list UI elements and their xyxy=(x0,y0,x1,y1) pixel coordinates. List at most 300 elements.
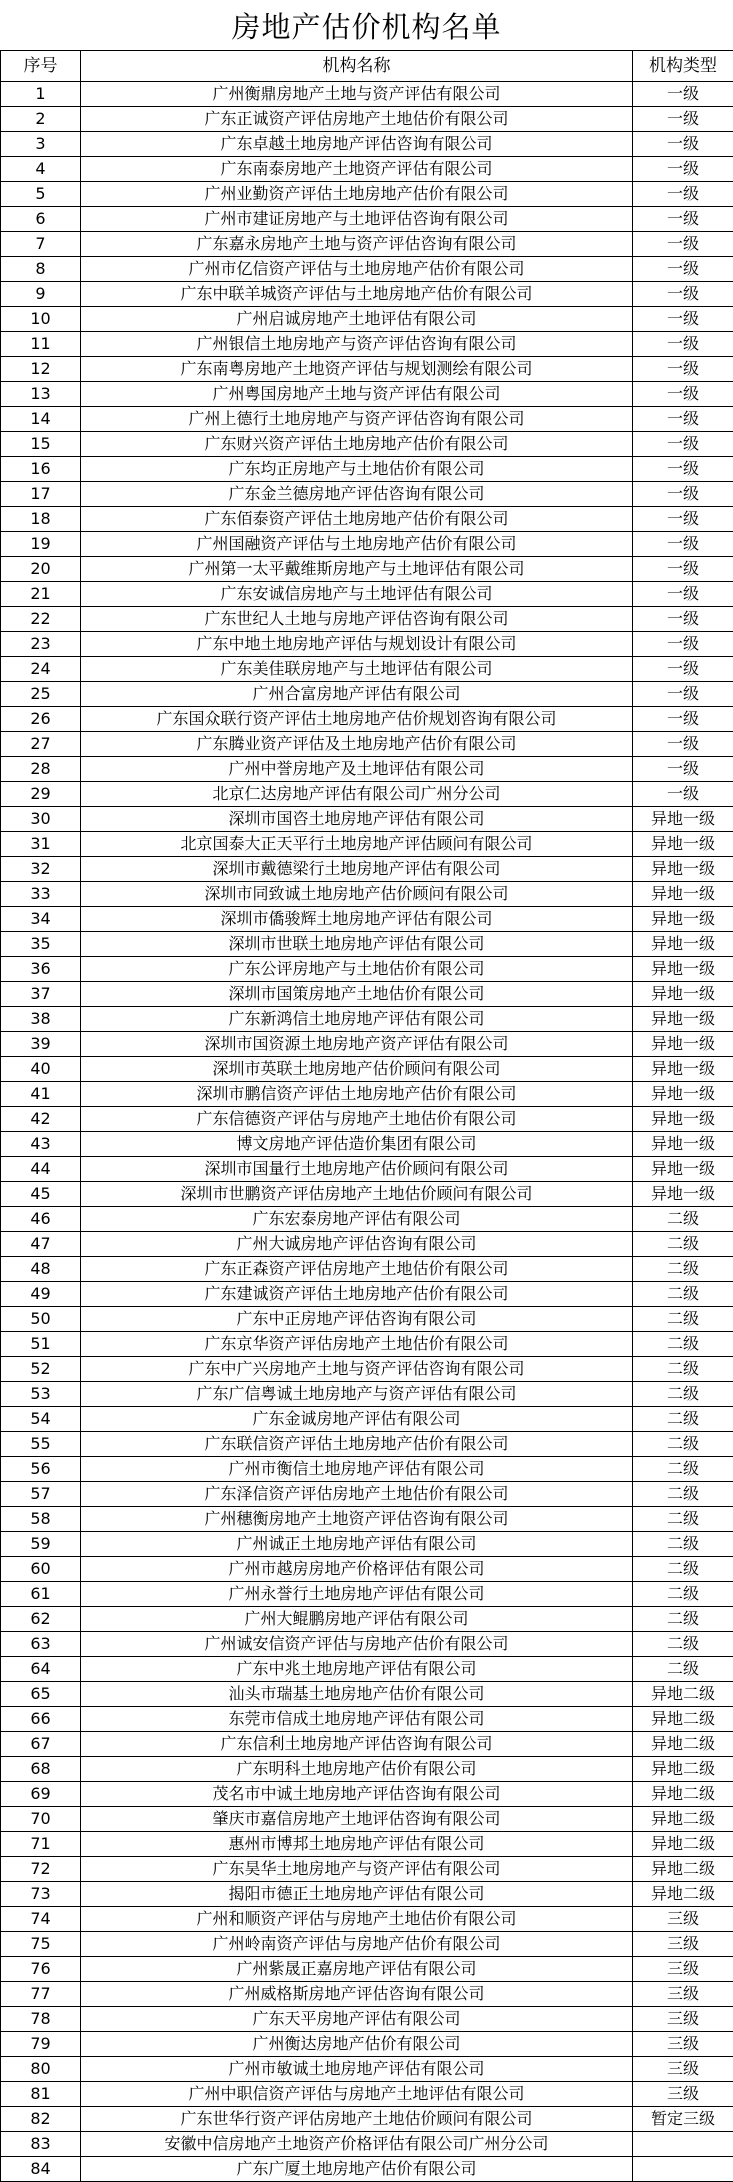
cell-no: 80 xyxy=(1,2057,81,2082)
cell-no: 15 xyxy=(1,432,81,457)
table-row xyxy=(1,1532,733,1557)
table-row xyxy=(1,1407,733,1432)
cell-name: 广东宏泰房地产评估有限公司 xyxy=(81,1207,633,1232)
cell-no: 75 xyxy=(1,1932,81,1957)
cell-no: 47 xyxy=(1,1232,81,1257)
cell-name: 广东金诚房地产评估有限公司 xyxy=(81,1407,633,1432)
cell-no: 5 xyxy=(1,182,81,207)
cell-type: 一级 xyxy=(633,757,733,782)
cell-no: 78 xyxy=(1,2007,81,2032)
cell-type: 二级 xyxy=(633,1657,733,1682)
cell-type: 二级 xyxy=(633,1632,733,1657)
table-row xyxy=(1,182,733,207)
cell-no: 51 xyxy=(1,1332,81,1357)
cell-no: 45 xyxy=(1,1182,81,1207)
cell-name: 安徽中信房地产土地资产价格评估有限公司广州分公司 xyxy=(81,2132,633,2157)
cell-name: 广州银信土地房地产与资产评估咨询有限公司 xyxy=(81,332,633,357)
cell-no: 52 xyxy=(1,1357,81,1382)
cell-type: 异地一级 xyxy=(633,932,733,957)
cell-no: 42 xyxy=(1,1107,81,1132)
table-row xyxy=(1,2057,733,2082)
cell-type: 异地一级 xyxy=(633,907,733,932)
cell-type: 一级 xyxy=(633,257,733,282)
cell-name: 广州市亿信资产评估与土地房地产估价有限公司 xyxy=(81,257,633,282)
cell-type: 一级 xyxy=(633,82,733,107)
cell-name: 广东新鸿信土地房地产评估有限公司 xyxy=(81,1007,633,1032)
cell-no: 40 xyxy=(1,1057,81,1082)
cell-name: 广东广信粤诚土地房地产与资产评估有限公司 xyxy=(81,1382,633,1407)
cell-type: 一级 xyxy=(633,182,733,207)
cell-type: 一级 xyxy=(633,607,733,632)
header-no: 序号 xyxy=(1,51,81,82)
cell-name: 广东信利土地房地产评估咨询有限公司 xyxy=(81,1732,633,1757)
cell-name: 广东卓越土地房地产评估咨询有限公司 xyxy=(81,132,633,157)
cell-name: 广东均正房地产与土地估价有限公司 xyxy=(81,457,633,482)
table-row xyxy=(1,107,733,132)
cell-type: 一级 xyxy=(633,307,733,332)
cell-type: 一级 xyxy=(633,657,733,682)
table-row xyxy=(1,1507,733,1532)
table-row xyxy=(1,882,733,907)
cell-name: 广东嘉永房地产土地与资产评估咨询有限公司 xyxy=(81,232,633,257)
table-row xyxy=(1,407,733,432)
table-row xyxy=(1,1382,733,1407)
cell-no: 14 xyxy=(1,407,81,432)
cell-no: 59 xyxy=(1,1532,81,1557)
cell-name: 广州市建证房地产与土地评估咨询有限公司 xyxy=(81,207,633,232)
cell-name: 揭阳市德正土地房地产评估有限公司 xyxy=(81,1882,633,1907)
table-row xyxy=(1,1357,733,1382)
cell-type: 异地二级 xyxy=(633,1707,733,1732)
cell-no: 33 xyxy=(1,882,81,907)
cell-type: 一级 xyxy=(633,582,733,607)
cell-no: 26 xyxy=(1,707,81,732)
cell-no: 61 xyxy=(1,1582,81,1607)
cell-no: 27 xyxy=(1,732,81,757)
cell-no: 71 xyxy=(1,1832,81,1857)
cell-name: 广州业勤资产评估土地房地产估价有限公司 xyxy=(81,182,633,207)
cell-name: 广东国众联行资产评估土地房地产估价规划咨询有限公司 xyxy=(81,707,633,732)
table-row xyxy=(1,1432,733,1457)
table-row xyxy=(1,432,733,457)
cell-type: 一级 xyxy=(633,557,733,582)
cell-name: 广东京华资产评估房地产土地估价有限公司 xyxy=(81,1332,633,1357)
cell-name: 东莞市信成土地房地产评估有限公司 xyxy=(81,1707,633,1732)
table-row xyxy=(1,1807,733,1832)
cell-no: 12 xyxy=(1,357,81,382)
table-row xyxy=(1,1982,733,2007)
cell-name: 博文房地产评估造价集团有限公司 xyxy=(81,1132,633,1157)
cell-name: 广东天平房地产评估有限公司 xyxy=(81,2007,633,2032)
cell-type: 异地二级 xyxy=(633,1857,733,1882)
cell-type xyxy=(633,2132,733,2157)
cell-name: 广东泽信资产评估房地产土地估价有限公司 xyxy=(81,1482,633,1507)
cell-no: 58 xyxy=(1,1507,81,1532)
table-row xyxy=(1,282,733,307)
cell-name: 广州市衡信土地房地产评估有限公司 xyxy=(81,1457,633,1482)
table-row xyxy=(1,782,733,807)
cell-type: 二级 xyxy=(633,1532,733,1557)
table-row xyxy=(1,457,733,482)
header-row xyxy=(1,51,733,82)
cell-name: 广州上德行土地房地产与资产评估咨询有限公司 xyxy=(81,407,633,432)
table-row xyxy=(1,2032,733,2057)
table-row xyxy=(1,1857,733,1882)
cell-name: 广东公评房地产与土地估价有限公司 xyxy=(81,957,633,982)
cell-no: 48 xyxy=(1,1257,81,1282)
table-row xyxy=(1,2157,733,2182)
cell-no: 1 xyxy=(1,82,81,107)
cell-no: 60 xyxy=(1,1557,81,1582)
cell-type: 异地一级 xyxy=(633,857,733,882)
table-row xyxy=(1,1157,733,1182)
cell-name: 广州诚正土地房地产评估有限公司 xyxy=(81,1532,633,1557)
cell-no: 83 xyxy=(1,2132,81,2157)
cell-name: 广州粤国房地产土地与资产评估有限公司 xyxy=(81,382,633,407)
cell-no: 8 xyxy=(1,257,81,282)
cell-no: 41 xyxy=(1,1082,81,1107)
cell-no: 35 xyxy=(1,932,81,957)
cell-no: 76 xyxy=(1,1957,81,1982)
cell-name: 惠州市博邦土地房地产评估有限公司 xyxy=(81,1832,633,1857)
table-row xyxy=(1,382,733,407)
cell-type: 一级 xyxy=(633,432,733,457)
cell-type: 一级 xyxy=(633,107,733,132)
table-row xyxy=(1,1832,733,1857)
table-row xyxy=(1,132,733,157)
cell-type: 一级 xyxy=(633,282,733,307)
cell-type: 异地一级 xyxy=(633,882,733,907)
cell-name: 深圳市国咨土地房地产评估有限公司 xyxy=(81,807,633,832)
cell-type: 异地一级 xyxy=(633,1082,733,1107)
cell-no: 82 xyxy=(1,2107,81,2132)
cell-no: 79 xyxy=(1,2032,81,2057)
table-row xyxy=(1,732,733,757)
table-row xyxy=(1,557,733,582)
cell-name: 广东中联羊城资产评估与土地房地产估价有限公司 xyxy=(81,282,633,307)
cell-type: 一级 xyxy=(633,357,733,382)
cell-type: 一级 xyxy=(633,132,733,157)
cell-name: 广州和顺资产评估与房地产土地估价有限公司 xyxy=(81,1907,633,1932)
agency-table xyxy=(0,50,733,2182)
cell-no: 66 xyxy=(1,1707,81,1732)
cell-type: 一级 xyxy=(633,207,733,232)
table-row xyxy=(1,1582,733,1607)
cell-name: 广东中地土地房地产评估与规划设计有限公司 xyxy=(81,632,633,657)
cell-no: 20 xyxy=(1,557,81,582)
table-row xyxy=(1,1632,733,1657)
cell-type: 异地二级 xyxy=(633,1882,733,1907)
table-row xyxy=(1,532,733,557)
cell-no: 46 xyxy=(1,1207,81,1232)
table-row xyxy=(1,232,733,257)
cell-type: 二级 xyxy=(633,1282,733,1307)
cell-name: 广东中广兴房地产土地与资产评估咨询有限公司 xyxy=(81,1357,633,1382)
cell-type: 异地一级 xyxy=(633,1007,733,1032)
cell-name: 广东财兴资产评估土地房地产估价有限公司 xyxy=(81,432,633,457)
cell-type: 二级 xyxy=(633,1357,733,1382)
cell-no: 28 xyxy=(1,757,81,782)
cell-name: 广东昊华土地房地产与资产评估有限公司 xyxy=(81,1857,633,1882)
table-row xyxy=(1,1007,733,1032)
cell-no: 29 xyxy=(1,782,81,807)
cell-name: 广州大诚房地产评估咨询有限公司 xyxy=(81,1232,633,1257)
cell-type: 二级 xyxy=(633,1557,733,1582)
cell-type: 异地一级 xyxy=(633,1032,733,1057)
table-row xyxy=(1,582,733,607)
table-row xyxy=(1,757,733,782)
table-row xyxy=(1,1482,733,1507)
cell-no: 50 xyxy=(1,1307,81,1332)
cell-type: 一级 xyxy=(633,632,733,657)
cell-type: 三级 xyxy=(633,1957,733,1982)
table-row xyxy=(1,1932,733,1957)
cell-name: 广东佰泰资产评估土地房地产估价有限公司 xyxy=(81,507,633,532)
cell-type: 异地二级 xyxy=(633,1782,733,1807)
cell-no: 73 xyxy=(1,1882,81,1907)
cell-name: 广州永誉行土地房地产评估有限公司 xyxy=(81,1582,633,1607)
table-row xyxy=(1,707,733,732)
cell-no: 13 xyxy=(1,382,81,407)
cell-no: 64 xyxy=(1,1657,81,1682)
cell-type: 异地一级 xyxy=(633,1132,733,1157)
cell-type: 异地二级 xyxy=(633,1832,733,1857)
cell-type: 一级 xyxy=(633,732,733,757)
table-row xyxy=(1,1332,733,1357)
cell-name: 深圳市英联土地房地产估价顾问有限公司 xyxy=(81,1057,633,1082)
cell-no: 21 xyxy=(1,582,81,607)
header-type: 机构类型 xyxy=(633,51,733,82)
table-row xyxy=(1,1107,733,1132)
cell-type: 二级 xyxy=(633,1582,733,1607)
cell-name: 广东腾业资产评估及土地房地产估价有限公司 xyxy=(81,732,633,757)
table-row xyxy=(1,307,733,332)
table-row xyxy=(1,657,733,682)
cell-no: 23 xyxy=(1,632,81,657)
cell-name: 广州大鲲鹏房地产评估有限公司 xyxy=(81,1607,633,1632)
table-row xyxy=(1,932,733,957)
cell-no: 25 xyxy=(1,682,81,707)
table-row xyxy=(1,82,733,107)
table-row xyxy=(1,1132,733,1157)
cell-type: 二级 xyxy=(633,1332,733,1357)
cell-name: 肇庆市嘉信房地产土地评估咨询有限公司 xyxy=(81,1807,633,1832)
cell-no: 6 xyxy=(1,207,81,232)
cell-no: 34 xyxy=(1,907,81,932)
table-row xyxy=(1,357,733,382)
cell-no: 55 xyxy=(1,1432,81,1457)
table-row xyxy=(1,332,733,357)
cell-no: 56 xyxy=(1,1457,81,1482)
cell-no: 9 xyxy=(1,282,81,307)
table-row xyxy=(1,1957,733,1982)
table-row xyxy=(1,1607,733,1632)
cell-name: 茂名市中诚土地房地产评估咨询有限公司 xyxy=(81,1782,633,1807)
cell-type: 二级 xyxy=(633,1507,733,1532)
cell-type: 二级 xyxy=(633,1457,733,1482)
table-row xyxy=(1,1657,733,1682)
table-row xyxy=(1,1282,733,1307)
table-row xyxy=(1,2132,733,2157)
table-row xyxy=(1,1032,733,1057)
cell-type: 一级 xyxy=(633,332,733,357)
table-row xyxy=(1,1257,733,1282)
cell-no: 57 xyxy=(1,1482,81,1507)
cell-type: 异地二级 xyxy=(633,1682,733,1707)
cell-no: 30 xyxy=(1,807,81,832)
cell-type: 异地一级 xyxy=(633,1107,733,1132)
cell-name: 北京仁达房地产评估有限公司广州分公司 xyxy=(81,782,633,807)
cell-type: 暂定三级 xyxy=(633,2107,733,2132)
cell-no: 43 xyxy=(1,1132,81,1157)
cell-no: 54 xyxy=(1,1407,81,1432)
cell-type: 一级 xyxy=(633,157,733,182)
cell-no: 2 xyxy=(1,107,81,132)
cell-no: 39 xyxy=(1,1032,81,1057)
table-row xyxy=(1,257,733,282)
cell-no: 4 xyxy=(1,157,81,182)
cell-name: 深圳市鹏信资产评估土地房地产估价有限公司 xyxy=(81,1082,633,1107)
cell-no: 72 xyxy=(1,1857,81,1882)
cell-name: 广东信德资产评估与房地产土地估价有限公司 xyxy=(81,1107,633,1132)
cell-type: 三级 xyxy=(633,2007,733,2032)
cell-no: 7 xyxy=(1,232,81,257)
table-row xyxy=(1,1232,733,1257)
cell-name: 广州衡达房地产估价有限公司 xyxy=(81,2032,633,2057)
table-row xyxy=(1,607,733,632)
cell-type: 异地一级 xyxy=(633,1157,733,1182)
cell-type: 异地二级 xyxy=(633,1757,733,1782)
cell-no: 17 xyxy=(1,482,81,507)
cell-no: 32 xyxy=(1,857,81,882)
cell-name: 深圳市同致诚土地房地产估价顾问有限公司 xyxy=(81,882,633,907)
cell-no: 77 xyxy=(1,1982,81,2007)
cell-name: 广州穗衡房地产土地资产评估咨询有限公司 xyxy=(81,1507,633,1532)
cell-type: 三级 xyxy=(633,2032,733,2057)
cell-no: 84 xyxy=(1,2157,81,2182)
cell-type: 二级 xyxy=(633,1257,733,1282)
cell-type: 一级 xyxy=(633,707,733,732)
cell-name: 广东联信资产评估土地房地产估价有限公司 xyxy=(81,1432,633,1457)
cell-no: 18 xyxy=(1,507,81,532)
table-row xyxy=(1,832,733,857)
cell-no: 44 xyxy=(1,1157,81,1182)
cell-name: 广州合富房地产评估有限公司 xyxy=(81,682,633,707)
cell-name: 广东中正房地产评估咨询有限公司 xyxy=(81,1307,633,1332)
cell-name: 广东正诚资产评估房地产土地估价有限公司 xyxy=(81,107,633,132)
cell-name: 广东建诚资产评估土地房地产估价有限公司 xyxy=(81,1282,633,1307)
cell-no: 69 xyxy=(1,1782,81,1807)
cell-name: 广州第一太平戴维斯房地产与土地评估有限公司 xyxy=(81,557,633,582)
table-row xyxy=(1,157,733,182)
table-row xyxy=(1,482,733,507)
cell-type: 异地一级 xyxy=(633,957,733,982)
cell-no: 37 xyxy=(1,982,81,1007)
cell-name: 深圳市国资源土地房地产资产评估有限公司 xyxy=(81,1032,633,1057)
cell-type: 一级 xyxy=(633,682,733,707)
cell-type: 二级 xyxy=(633,1482,733,1507)
cell-type: 异地一级 xyxy=(633,1057,733,1082)
cell-name: 广东明科土地房地产估价有限公司 xyxy=(81,1757,633,1782)
page-title: 房地产估价机构名单 xyxy=(0,0,733,50)
cell-type: 异地一级 xyxy=(633,807,733,832)
cell-type: 一级 xyxy=(633,407,733,432)
cell-type: 一级 xyxy=(633,782,733,807)
table-row xyxy=(1,982,733,1007)
cell-no: 24 xyxy=(1,657,81,682)
cell-type: 一级 xyxy=(633,532,733,557)
cell-name: 北京国泰大正天平行土地房地产评估顾问有限公司 xyxy=(81,832,633,857)
cell-type: 二级 xyxy=(633,1432,733,1457)
cell-type: 三级 xyxy=(633,1932,733,1957)
cell-no: 19 xyxy=(1,532,81,557)
cell-name: 广东正森资产评估房地产土地估价有限公司 xyxy=(81,1257,633,1282)
cell-type: 异地一级 xyxy=(633,1182,733,1207)
cell-name: 深圳市僑骏辉土地房地产评估有限公司 xyxy=(81,907,633,932)
cell-type xyxy=(633,2157,733,2182)
cell-type: 一级 xyxy=(633,382,733,407)
cell-type: 二级 xyxy=(633,1207,733,1232)
cell-name: 广州中职信资产评估与房地产土地评估有限公司 xyxy=(81,2082,633,2107)
cell-no: 49 xyxy=(1,1282,81,1307)
table-row xyxy=(1,1057,733,1082)
cell-no: 53 xyxy=(1,1382,81,1407)
cell-name: 广东广厦土地房地产估价有限公司 xyxy=(81,2157,633,2182)
cell-name: 广州诚安信资产评估与房地产估价有限公司 xyxy=(81,1632,633,1657)
cell-name: 广东南泰房地产土地资产评估有限公司 xyxy=(81,157,633,182)
cell-name: 广州启诚房地产土地评估有限公司 xyxy=(81,307,633,332)
cell-name: 广州衡鼎房地产土地与资产评估有限公司 xyxy=(81,82,633,107)
cell-type: 一级 xyxy=(633,482,733,507)
header-name: 机构名称 xyxy=(81,51,633,82)
cell-name: 深圳市世联土地房地产评估有限公司 xyxy=(81,932,633,957)
cell-type: 二级 xyxy=(633,1382,733,1407)
cell-no: 11 xyxy=(1,332,81,357)
cell-type: 异地一级 xyxy=(633,832,733,857)
cell-name: 深圳市国量行土地房地产估价顾问有限公司 xyxy=(81,1157,633,1182)
cell-name: 广东金兰德房地产评估咨询有限公司 xyxy=(81,482,633,507)
cell-no: 63 xyxy=(1,1632,81,1657)
cell-no: 3 xyxy=(1,132,81,157)
cell-name: 广东安诚信房地产与土地评估有限公司 xyxy=(81,582,633,607)
cell-name: 广州市敏诚土地房地产评估有限公司 xyxy=(81,2057,633,2082)
table-row xyxy=(1,1782,733,1807)
cell-no: 10 xyxy=(1,307,81,332)
cell-name: 广东世纪人土地与房地产评估咨询有限公司 xyxy=(81,607,633,632)
cell-type: 二级 xyxy=(633,1232,733,1257)
table-row xyxy=(1,1907,733,1932)
cell-type: 二级 xyxy=(633,1607,733,1632)
table-row xyxy=(1,2007,733,2032)
cell-no: 62 xyxy=(1,1607,81,1632)
cell-name: 广东南粤房地产土地资产评估与规划测绘有限公司 xyxy=(81,357,633,382)
table-row xyxy=(1,1307,733,1332)
table-row xyxy=(1,957,733,982)
table-row xyxy=(1,1732,733,1757)
cell-type: 异地二级 xyxy=(633,1732,733,1757)
table-row xyxy=(1,682,733,707)
cell-name: 广州中誉房地产及土地评估有限公司 xyxy=(81,757,633,782)
table-row xyxy=(1,1182,733,1207)
table-row xyxy=(1,907,733,932)
table-row xyxy=(1,1757,733,1782)
cell-no: 67 xyxy=(1,1732,81,1757)
cell-type: 异地二级 xyxy=(633,1807,733,1832)
cell-no: 68 xyxy=(1,1757,81,1782)
cell-no: 22 xyxy=(1,607,81,632)
cell-name: 广州岭南资产评估与房地产估价有限公司 xyxy=(81,1932,633,1957)
cell-type: 三级 xyxy=(633,1907,733,1932)
